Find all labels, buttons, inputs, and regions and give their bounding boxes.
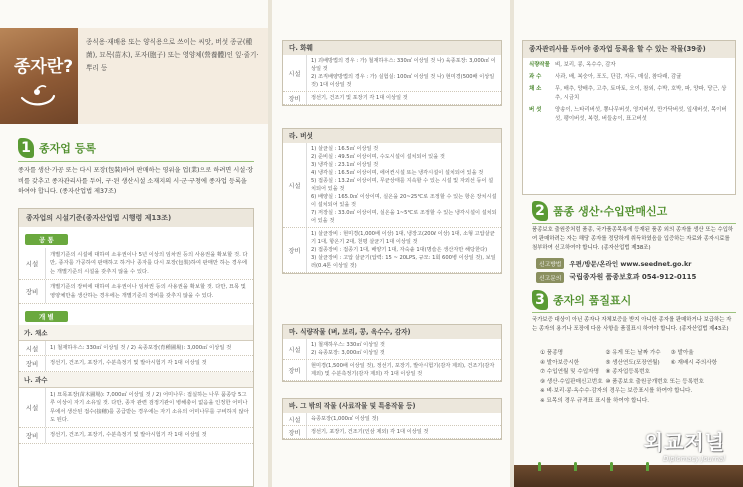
note: ※ 벼·보리·콩·옥수수·감자의 경우는 보증표시를 하여야 합니다.: [540, 388, 693, 395]
watermark: [644, 426, 725, 463]
panel-left: [0, 0, 268, 487]
table-row: 장비 1) 살균장비 : 현미경(1,000배 이상) 1대, 냉장고(200ℓ 이상) 1대, 소형 고압살균기 1대, 항온기 2대, 천평 살균기 1대 이상일 것 2) 접종장비 : 접종기 1대, 배양기 1대, 자숙솥 1대(명슬은 생산자만 해당한다) 3) 살균장비 : 고압 살균기(압력: 15 ~ 20LPS, 규모: 1회 600병 이상일 것), 보일러(0.4톤 이상일 것): [283, 228, 501, 273]
flower-table: [282, 40, 502, 106]
list-item: 채 소 무, 배추, 양배추, 고추, 토마토, 오이, 참외, 수박, 호박, 파, 양파, 당근, 상추, 시금치: [529, 86, 727, 101]
crop-category-box: [522, 40, 736, 195]
list-item: 육종포장(1,000㎡ 이상일 것): [311, 416, 379, 422]
list-item: 3) 살균장비 : 고압 살균기(압력: 15 ~ 20LPS, 규모: 1회 600병 이상일 것), 보일러(0.4톤 이상일 것): [311, 255, 496, 269]
section-3-header: [532, 290, 631, 310]
contact-value: 우편/방문/온라인 www.seednet.go.kr: [569, 259, 692, 268]
table-row: 장비 정선기, 건조기, 포장기, 수분측정기 및 발아시험기 각 1대 이상일 것: [19, 356, 253, 371]
table-row: 시설 육종포장(1,000㎡ 이상일 것): [283, 413, 501, 426]
section-number: 3: [532, 290, 548, 310]
list-item: ④ 발아보증시한 ⑤ 생산연도(포장연월) ⑥ 재배시 주의사항: [540, 359, 718, 366]
list-item: 과 수 사과, 배, 복숭아, 포도, 단감, 자두, 매실, 참다래, 감귤: [529, 74, 682, 80]
hero-image: [0, 28, 78, 124]
section-3-paragraph: 국가보증 대상이 아닌 종자나 자체보증을 받지 아니한 종자를 판매하거나 보급하는 자는 종자의 용기나 포장에 다음 사항을 품질표시 하여야 합니다. (종자산업법 제43조): [532, 317, 732, 332]
sprout-icon: [574, 462, 577, 471]
mushroom-title: 라. 버섯: [283, 129, 501, 143]
watermark-subtitle: Diplomacy Journal: [663, 455, 725, 463]
quality-list: [540, 349, 736, 407]
section-1-header: [18, 138, 96, 158]
panel-right: [514, 0, 743, 487]
divider: [18, 161, 254, 162]
list-item: 2) 육종포장: 3,000㎡ 이상일 것: [311, 350, 385, 356]
other-title: 바. 그 밖의 작물 (사료작물 및 특용작물 등): [283, 399, 501, 413]
section-2-paragraph: 품종보호 출원중처럼 품종, 국가품종목록에 등재된 품종 외의 종자를 생산 또는 수입하여 판매하려는 자는 해당 종자를 정당하게 취득하였음을 입증하는 자료와 종자시료를 첨부하여 신고하여야 합니다. (종자산업법 제38조): [532, 227, 734, 251]
contact-row: [536, 270, 736, 284]
list-item: 2) 접종장비 : 접종기 1대, 배양기 1대, 자숙솥 1대(명슬은 생산자만 해당한다): [311, 247, 488, 253]
list-item: 1) 살균실 : 16.5㎡ 이상일 것: [311, 146, 379, 152]
vegetable-title: 가. 채소: [19, 325, 253, 341]
hero-description: 종식용·재배용 또는 양식용으로 쓰이는 씨앗, 버섯 종균(種菌), 묘목(苗木), 포자(胞子) 또는 영양체(營養體)인 잎·줄기·뿌리 등: [86, 38, 259, 72]
facility-standard-box: [18, 208, 254, 487]
contact-value: 국립종자원 품종보호과 054-912-0115: [569, 273, 697, 281]
panel-middle: [272, 0, 510, 487]
list-item: ⑦ 수입연월 및 수입자명 ⑧ 종자업등록번호: [540, 369, 650, 376]
fruit-title: 나. 과수: [19, 372, 253, 388]
contact-tag: 신고문의: [536, 272, 564, 283]
list-item: ⑨ 생산·수입판매신고번호 ⑩ 품종보호 출원공개번호 또는 등록번호: [540, 378, 704, 385]
hero-title: 종자란?: [14, 57, 74, 77]
list-item: ① 품종명 ② 유게 또는 날짜 가수 ③ 발아율: [540, 350, 694, 356]
sprout-icon: [646, 462, 649, 471]
note: ※ 묘목의 경우 규격표 표시를 하여야 합니다.: [540, 397, 649, 404]
list-item: 5) 접종실 : 13.2㎡ 이상이며, 무균상태를 지속할 수 있는 시설 및 자외선 등이 설치되어 있을 것: [311, 178, 494, 192]
list-item: 2) 준비실 : 49.5㎡ 이상이며, 수도시설이 설치되어 있을 것: [311, 154, 445, 160]
watermark-title: 외교저널: [643, 430, 725, 454]
common-label: 공 통: [25, 234, 68, 245]
list-item: 2) 조직배양방법의 경우 : 가) 실험실: 100㎡ 이상일 것 나) 현미경(500배 이상일 것) 1대 이상일 것: [311, 74, 495, 88]
table-row: 장비 현미경(1,500배 이상일 것), 정선기, 포장기, 발아시험기(감자 제외), 건조기(감자 제외) 및 수분측정기(감자 제외) 각 1대 이상일 것: [283, 360, 501, 381]
list-item: 3) 냉각실 : 23.1㎡ 이상일 것: [311, 162, 379, 168]
section-title: 종자의 품질표시: [553, 294, 632, 307]
category-title: 종자관리사를 두어야 종자업 등록을 할 수 있는 작물(39종): [523, 41, 735, 58]
box-title: 종자업의 시설기준(종자산업법 시행령 제13조): [19, 209, 253, 227]
list-item: 4) 냉각실 : 16.5㎡ 이상이며, 에어컨시설 또는 냉각시설이 설치되어 있을 것: [311, 170, 484, 176]
divider: [532, 312, 736, 313]
list-item: 1) 철재하우스: 330㎡ 이상일 것: [311, 342, 385, 348]
table-row: 장비 정선기, 포장기, 건조기(인삼 제외) 각 1대 이상일 것: [283, 426, 501, 439]
sprout-icon: [610, 462, 613, 471]
table-row: 시설 1) 철재하우스: 330㎡ 이상일 것 2) 육종포장: 3,000㎡ 이상일 것: [283, 339, 501, 360]
list-item: 1) 살균장비 : 현미경(1,000배 이상) 1대, 냉장고(200ℓ 이상) 1대, 소형 고압살균기 1대, 항온기 2대, 천평 살균기 1대 이상일 것: [311, 231, 495, 245]
table-row: 장비 정선기, 건조기, 포장기, 수분측정기 및 발아시험기 각 1대 이상일 것: [19, 428, 253, 443]
mushroom-table: [282, 128, 502, 274]
soil-decoration: [514, 465, 743, 487]
section-title: 종자업 등록: [39, 142, 96, 155]
flower-title: 다. 화훼: [283, 41, 501, 55]
list-item: 현미경(1,500배 이상일 것), 정선기, 포장기, 발아시험기(감자 제외), 건조기(감자 제외) 및 수분측정기(감자 제외) 각 1대 이상일 것: [311, 363, 495, 377]
other-crop-table: [282, 398, 502, 440]
hero-banner: [0, 28, 268, 124]
table-row: 시설 1) 철재하우스: 330㎡ 이상일 것 / 2) 육종포장(育種圃場): 3,000㎡ 이상일 것: [19, 341, 253, 356]
list-item: 버 섯 양송이, 느타리버섯, 뽕나무버섯, 영지버섯, 만가닥버섯, 잎새버섯, 목이버섯, 팽이버섯, 복령, 버들송이, 표고버섯: [529, 107, 727, 122]
common-rows: [19, 248, 253, 304]
list-item: 정선기, 건조기 및 포장기 각 1대 이상일 것: [311, 95, 408, 101]
table-row: 장비 정선기, 건조기 및 포장기 각 1대 이상일 것: [283, 92, 501, 105]
crop-table: [282, 324, 502, 382]
section-2-header: [532, 201, 667, 221]
crop-title: 마. 식량작물 (벼, 보리, 콩, 옥수수, 감자): [283, 325, 501, 339]
section-number: 2: [532, 201, 548, 221]
list-item: 1) 괴배방법의 경우 : 가) 철재하우스: 330㎡ 이상일 것 나) 육종포장: 3,000㎡ 이상일 것: [311, 58, 496, 72]
table-row: 시설 1) 살균실 : 16.5㎡ 이상일 것 2) 준비실 : 49.5㎡ 이상이며, 수도시설이 설치되어 있을 것 3) 냉각실 : 23.1㎡ 이상일 것 4) 냉각실 : 16.5㎡ 이상이며, 에어컨시설 또는 냉각시설이 설치되어 있을 것 5) 접종실 : 13.2㎡ 이상이며, 무균상태를 지속할 수 있는 시설 및 자외선 등이 설치되어 있을 것 6) 배양실 : 165.0㎡ 이상이며, 실온을 20~25℃로 조정할 수 있는 항온 장치시설이 설치되어 있을 것 7) 저장실 : 33.0㎡ 이상이며, 실온을 1~5℃로 조정할 수 있는 냉각시설이 설치되어 있을 것: [283, 143, 501, 228]
list-item: 6) 배양실 : 165.0㎡ 이상이며, 실온을 20~25℃로 조정할 수 있는 항온 장치시설이 설치되어 있을 것: [311, 194, 497, 208]
contact-row: [536, 256, 736, 270]
contact-tag: 신고방법: [536, 258, 564, 269]
table-row: 시설 1) 묘목포장(苗木圃場): 7,000㎡ 이상일 것 / 2) 어미나무: 접실하는 나무 품종당 5그루 이상이 자기 소유일 것. 다만, 종자 관련 검정기관이 병해충이 없음을 인정한 어미나무에서 생산된 접수(接穗)를 공급받는 경우에는 자기 소유의 어미나무를 구비하지 않아도 된다.: [19, 388, 253, 429]
individual-label: 개 별: [25, 311, 68, 322]
sprout-icon: [538, 462, 541, 471]
seed-hand-icon: [20, 84, 56, 108]
section-1-paragraph: 종자를 생산·가공 또는 다시 포장(包裝)하여 판매하는 영위을 업(業)으로 하려면 시설·장비를 갖추고 종자관리사를 두어, 구·된 생산시설 소재지의 시·군·구청에 종자업 등록을 하여야 합니다. (종자산업법 제37조): [18, 167, 254, 195]
section-number: 1: [18, 138, 34, 158]
table-row: 시설 개별기준의 시설에 대하여 소유권이나 5년 이상의 임차권 등의 사용권을 확보할 것. 다만, 종자를 가공하여 판매하고 하거나 종자를 다시 포장(包裝)하여 판매만 하는 경우에는 개별기준의 시설을 갖추지 않을 수 있다.: [19, 248, 253, 280]
divider: [532, 223, 736, 224]
table-row: 장비 개별기준의 장비에 대하여 소유권이나 임차권 등의 사용권을 확보할 것. 다만, 묘목 및 영양체만을 생산하는 경우에는 개별기준의 장비를 갖추지 않을 수 있다.: [19, 280, 253, 304]
section-title: 품종 생산·수입판매신고: [553, 205, 668, 218]
list-item: 정선기, 포장기, 건조기(인삼 제외) 각 1대 이상일 것: [311, 429, 429, 435]
contact-info: [536, 256, 736, 284]
list-item: 식량작물 벼, 보리, 콩, 옥수수, 감자: [529, 62, 616, 68]
table-row: 시설 1) 괴배방법의 경우 : 가) 철재하우스: 330㎡ 이상일 것 나) 육종포장: 3,000㎡ 이상일 것 2) 조직배양방법의 경우 : 가) 실험실: 100㎡ 이상일 것 나) 현미경(500배 이상일 것) 1대 이상일 것: [283, 55, 501, 92]
list-item: 7) 저장실 : 33.0㎡ 이상이며, 실온을 1~5℃로 조정할 수 있는 냉각시설이 설치되어 있을 것: [311, 210, 497, 224]
